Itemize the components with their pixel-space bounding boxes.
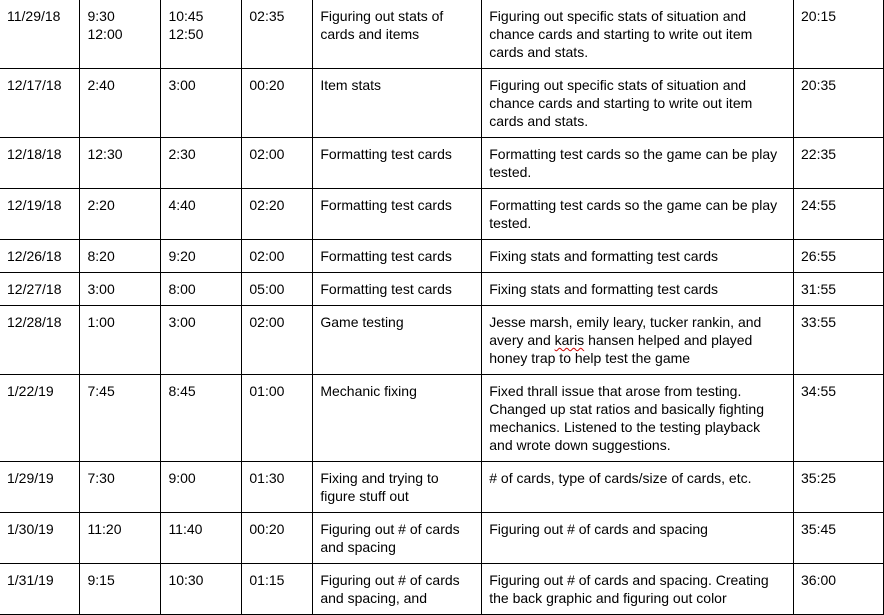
start-time-cell: 1:00: [80, 306, 161, 375]
start-time-cell: 7:30: [80, 462, 161, 513]
description-cell: Fixing stats and formatting test cards: [482, 273, 794, 306]
date-cell: 12/17/18: [0, 69, 80, 138]
table-row: [0, 273, 884, 306]
task-cell: Figuring out stats of cards and items: [313, 0, 482, 69]
duration-cell: 02:00: [242, 240, 313, 273]
start-time-cell: 8:20: [80, 240, 161, 273]
description-cell: Figuring out # of cards and spacing. Creating the back graphic and figuring out color: [482, 564, 794, 615]
duration-cell: 01:30: [242, 462, 313, 513]
date-cell: 12/26/18: [0, 240, 80, 273]
end-time-cell: 10:30: [161, 564, 242, 615]
duration-cell: 01:00: [242, 375, 313, 462]
table-row: [0, 189, 884, 240]
task-cell: Item stats: [313, 69, 482, 138]
task-cell: Formatting test cards: [313, 240, 482, 273]
spellcheck-flagged-word[interactable]: karis: [554, 332, 585, 348]
date-cell: 1/29/19: [0, 462, 80, 513]
table-row: [0, 375, 884, 462]
start-time-cell: 11:20: [80, 513, 161, 564]
description-cell: Formatting test cards so the game can be play tested.: [482, 189, 794, 240]
end-time-cell: 9:20: [161, 240, 242, 273]
date-cell: 12/28/18: [0, 306, 80, 375]
start-time-cell: 7:45: [80, 375, 161, 462]
date-cell: 12/18/18: [0, 138, 80, 189]
total-cell: 34:55: [794, 375, 884, 462]
description-text: hansen helped and played honey trap to help test the game: [489, 332, 753, 366]
task-cell: Formatting test cards: [313, 273, 482, 306]
table-row: [0, 462, 884, 513]
total-cell: 20:15: [794, 0, 884, 69]
end-time-cell: 11:40: [161, 513, 242, 564]
date-cell: 1/22/19: [0, 375, 80, 462]
total-cell: 33:55: [794, 306, 884, 375]
date-cell: 1/31/19: [0, 564, 80, 615]
description-cell: Figuring out specific stats of situation and chance cards and starting to write out item cards and stats.: [482, 0, 794, 69]
table-row: [0, 240, 884, 273]
table-row: [0, 138, 884, 189]
total-cell: 20:35: [794, 69, 884, 138]
start-time-cell: 3:00: [80, 273, 161, 306]
end-time-cell: 4:40: [161, 189, 242, 240]
date-cell: 1/30/19: [0, 513, 80, 564]
end-time-cell: 2:30: [161, 138, 242, 189]
end-time-cell: 10:45 12:50: [161, 0, 242, 69]
description-cell: # of cards, type of cards/size of cards, etc.: [482, 462, 794, 513]
end-time-cell: 8:45: [161, 375, 242, 462]
total-cell: 24:55: [794, 189, 884, 240]
total-cell: 35:45: [794, 513, 884, 564]
task-cell: Formatting test cards: [313, 189, 482, 240]
end-time-cell: 3:00: [161, 69, 242, 138]
description-cell: Fixing stats and formatting test cards: [482, 240, 794, 273]
start-time-cell: 9:15: [80, 564, 161, 615]
duration-cell: 02:35: [242, 0, 313, 69]
task-cell: Figuring out # of cards and spacing, and: [313, 564, 482, 615]
description-cell: [482, 306, 794, 375]
duration-cell: 02:20: [242, 189, 313, 240]
total-cell: 31:55: [794, 273, 884, 306]
description-cell: Formatting test cards so the game can be play tested.: [482, 138, 794, 189]
description-cell: Fixed thrall issue that arose from testing. Changed up stat ratios and basically fighting mechanics. Listened to the testing playback and wrote down suggestions.: [482, 375, 794, 462]
task-cell: Fixing and trying to figure stuff out: [313, 462, 482, 513]
task-cell: Game testing: [313, 306, 482, 375]
start-time-cell: 12:30: [80, 138, 161, 189]
duration-cell: 00:20: [242, 513, 313, 564]
table-row: [0, 564, 884, 615]
date-cell: 12/27/18: [0, 273, 80, 306]
duration-cell: 02:00: [242, 138, 313, 189]
duration-cell: 01:15: [242, 564, 313, 615]
table-row: [0, 306, 884, 375]
description-text: Jesse marsh, emily leary, tucker rankin, and avery and: [489, 314, 762, 348]
total-cell: 22:35: [794, 138, 884, 189]
description-cell: Figuring out # of cards and spacing: [482, 513, 794, 564]
description-cell: Figuring out specific stats of situation and chance cards and starting to write out item cards and stats.: [482, 69, 794, 138]
table-row: [0, 0, 884, 69]
task-cell: Figuring out # of cards and spacing: [313, 513, 482, 564]
table-row: [0, 513, 884, 564]
date-cell: 12/19/18: [0, 189, 80, 240]
duration-cell: 00:20: [242, 69, 313, 138]
end-time-cell: 9:00: [161, 462, 242, 513]
start-time-cell: 2:40: [80, 69, 161, 138]
task-cell: Mechanic fixing: [313, 375, 482, 462]
end-time-cell: 8:00: [161, 273, 242, 306]
duration-cell: 05:00: [242, 273, 313, 306]
start-time-cell: 2:20: [80, 189, 161, 240]
total-cell: 26:55: [794, 240, 884, 273]
total-cell: 36:00: [794, 564, 884, 615]
start-time-cell: 9:30 12:00: [80, 0, 161, 69]
duration-cell: 02:00: [242, 306, 313, 375]
date-cell: 11/29/18: [0, 0, 80, 69]
total-cell: 35:25: [794, 462, 884, 513]
task-cell: Formatting test cards: [313, 138, 482, 189]
table-row: [0, 69, 884, 138]
end-time-cell: 3:00: [161, 306, 242, 375]
